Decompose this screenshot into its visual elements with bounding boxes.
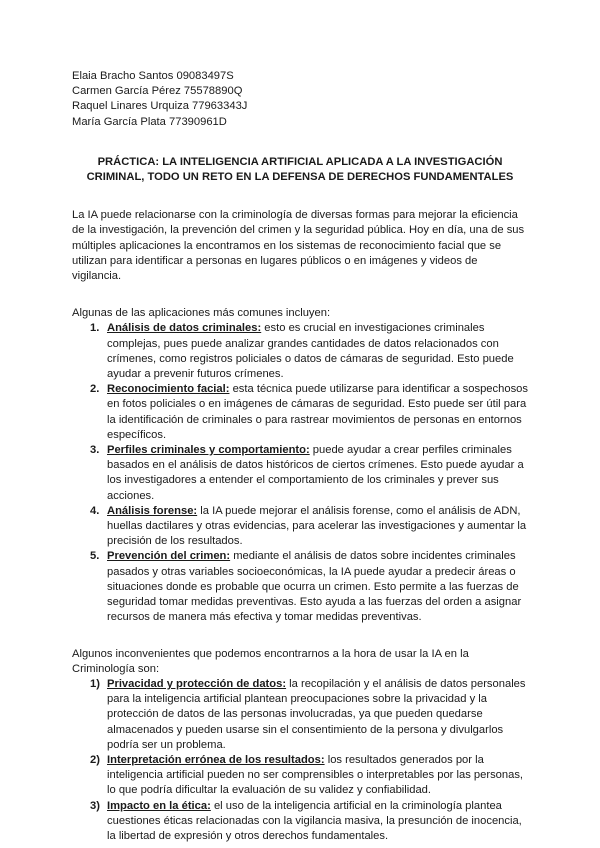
list-number: 2. — [90, 383, 100, 396]
list-item — [72, 504, 528, 550]
list-number: 4. — [90, 504, 100, 517]
list-item — [72, 549, 528, 625]
list-term: Impacto en la ética: — [107, 799, 211, 812]
list-term: Análisis de datos criminales: — [107, 322, 262, 335]
author-line: Raquel Linares Urquiza 77963343J — [72, 100, 248, 113]
list-text: esto es crucial en investigaciones criminales complejas, pues puede analizar grandes cantidades de datos relacionados con crímenes, como registros policiales o datos de cámaras de seguridad. Esto puede ayudar a prevenir futuros crímenes. — [107, 322, 514, 381]
list-number: 1) — [90, 677, 100, 690]
list-term: Interpretación errónea de los resultados: — [107, 753, 325, 766]
applications-lead: Algunas de las aplicaciones más comunes incluyen: — [72, 307, 331, 320]
list-text: esta técnica puede utilizarse para identificar a sospechosos en fotos policiales o en imágenes de cámaras de seguridad. Esto puede ser útil para la identificación de criminales o para rastrear movimientos de personas en entornos específicos. — [107, 383, 528, 441]
list-item — [72, 382, 528, 443]
list-term: Análisis forense: — [107, 504, 198, 517]
list-text: la IA puede mejorar el análisis forense, como el análisis de ADN, huellas dactilares y otras evidencias, para acelerar las investigaciones y aumentar la precisión de los resultados. — [107, 504, 527, 548]
list-number: 3) — [90, 799, 100, 812]
author-list — [72, 69, 528, 130]
document-title: PRÁCTICA: LA INTELIGENCIA ARTIFICIAL APLICADA A LA INVESTIGACIÓN CRIMINAL, TODO UN RETO EN LA DEFENSA DE DERECHOS FUNDAMENTALES — [86, 155, 514, 184]
list-item — [72, 443, 528, 504]
list-number: 2) — [90, 753, 100, 766]
list-term: Reconocimiento facial: — [107, 383, 230, 396]
applications-list — [72, 321, 528, 625]
list-number: 5. — [90, 550, 100, 563]
list-text: mediante el análisis de datos sobre incidentes criminales pasados y otras variables socioeconómicas, la IA puede ayudar a predecir áreas o situaciones donde es probable que ocurra un crimen. Esto permite a las fuerzas de seguridad tomar medidas preventivas. Esto ayuda a las fuerzas del orden a asignar recursos de manera más efectiva y tomar medidas preventivas. — [107, 550, 522, 624]
intro-paragraph: La IA puede relacionarse con la criminología de diversas formas para mejorar la eficiencia de la investigación, la prevención del crimen y la seguridad pública. Hoy en día, una de sus múltiples aplicaciones la encontramos en los sistemas de reconocimiento facial que se utilizan para identificar a personas en lugares públicos o en imágenes y videos de vigilancia. — [72, 209, 525, 283]
drawbacks-list — [72, 677, 528, 844]
list-term: Privacidad y protección de datos: — [107, 677, 287, 690]
list-number: 1. — [90, 322, 100, 335]
author-line: María García Plata 77390961D — [72, 115, 227, 128]
author-line: Carmen García Pérez 75578890Q — [72, 85, 243, 98]
list-text: el uso de la inteligencia artificial en la criminología plantea cuestiones éticas relacionadas con la vigilancia masiva, la presunción de inocencia, la libertad de expresión y otros derechos fundamentales. — [107, 799, 522, 842]
list-number: 3. — [90, 444, 100, 457]
list-item — [72, 321, 528, 382]
list-item — [72, 677, 528, 753]
author-line: Elaia Bracho Santos 09083497S — [72, 70, 234, 82]
drawbacks-lead: Algunos inconvenientes que podemos encontrarnos a la hora de usar la IA en la Criminología son: — [72, 647, 469, 675]
list-text: los resultados generados por la inteligencia artificial pueden no ser comprensibles o interpretables por las personas, lo que podría dificultar la evaluación de su validez y confiabilidad. — [107, 753, 524, 797]
list-item — [72, 753, 528, 799]
list-text: la recopilación y el análisis de datos personales para la inteligencia artificial plantean preocupaciones sobre la privacidad y la protección de datos de las personas involucradas, ya que pueden quedarse almacenados y pueden usarse sin el consentimiento de la persona y divulgarlos podría ser un problema. — [107, 677, 526, 751]
list-term: Perfiles criminales y comportamiento: — [107, 444, 310, 457]
list-term: Prevención del crimen: — [107, 550, 231, 563]
list-text: puede ayudar a crear perfiles criminales basados en el análisis de datos históricos de ciertos crímenes. Esto puede ayudar a los investigadores a entender el comportamiento de los criminales y prever sus acciones. — [107, 444, 524, 502]
list-item — [72, 799, 528, 845]
